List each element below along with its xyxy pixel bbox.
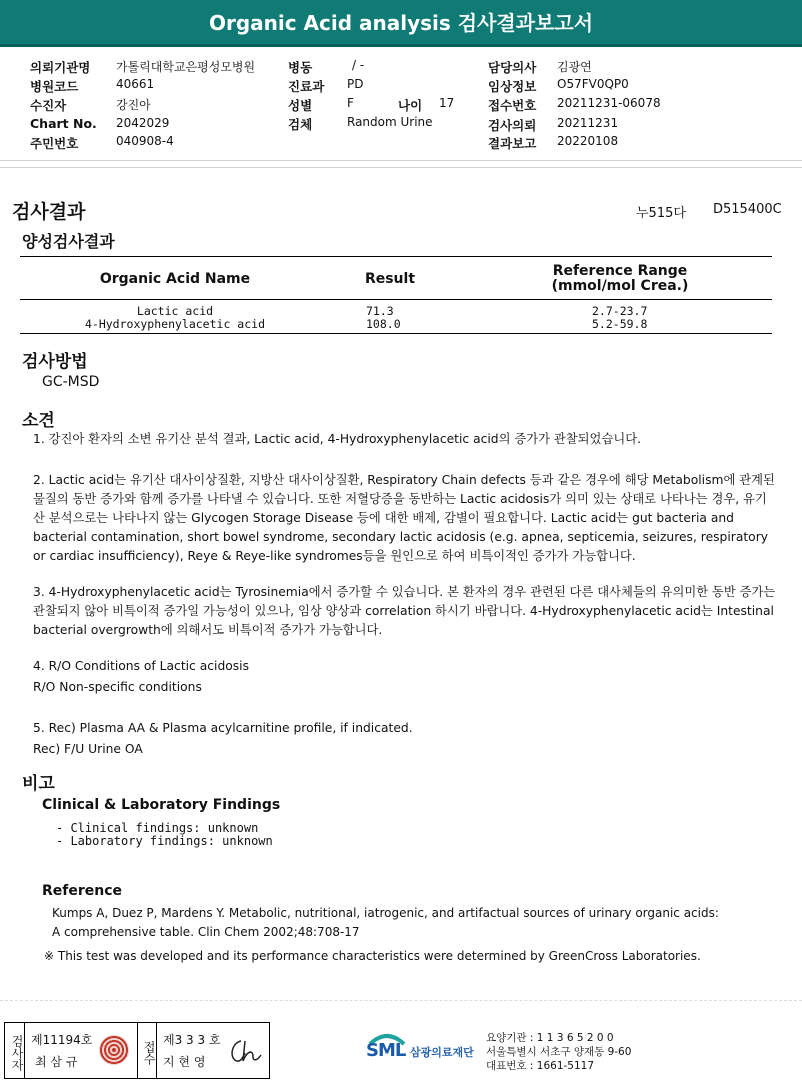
table-top-border	[20, 256, 772, 257]
address: 서울특별시 서초구 양재동 9-60	[486, 1046, 632, 1058]
signature-box	[4, 1022, 270, 1079]
finding-paragraph: Rec) F/U Urine OA	[33, 742, 143, 756]
info-label: 진료과	[288, 79, 325, 94]
table-header-border	[20, 299, 772, 300]
info-value: O57FV0QP0	[557, 77, 629, 91]
info-value: 2042029	[116, 116, 170, 130]
cell-name: 4-Hydroxyphenylacetic acid	[84, 317, 265, 331]
info-value: 40661	[116, 77, 155, 91]
info-value: Random Urine	[347, 115, 433, 129]
info-value: 강진아	[116, 98, 151, 112]
info-value: 김광연	[557, 60, 592, 74]
divider	[0, 1000, 802, 1001]
info-label: 결과보고	[488, 136, 537, 151]
finding-paragraph: R/O Non-specific conditions	[33, 680, 202, 694]
report-code-2: D515400C	[713, 202, 782, 217]
divider	[0, 160, 802, 161]
remarks-heading: 비고	[22, 774, 55, 794]
phone-number: 대표번호 : 1661-5117	[486, 1060, 595, 1072]
clinical-heading: Clinical & Laboratory Findings	[42, 797, 281, 813]
finding-paragraph: 3. 4-Hydroxyphenylacetic acid는 Tyrosinemia에서 증가할 수 있습니다. 본 환자의 경우 관련된 다른 대사체들의 유의미한 동반 증가는 관찰되지 않아 비특이적 증가일 가능성이 있으나, 임상 양상과 correlation 하시기 바랍니다. 4-Hydroxyphenylacetic acid는 Intestinal bacterial overgrowth에 의해서도 비특이적 증가가 가능합니다.	[33, 585, 776, 637]
info-label: 성별	[288, 98, 313, 113]
receiver-license: 제3 3 3 호	[163, 1033, 221, 1047]
divider	[0, 167, 802, 168]
info-value: 20211231-06078	[557, 96, 661, 110]
finding-paragraph: 4. R/O Conditions of Lactic acidosis	[33, 659, 250, 673]
inspector-license: 제11194호	[31, 1033, 93, 1047]
positive-results-heading: 양성검사결과	[22, 232, 115, 251]
info-label: Chart No.	[30, 116, 97, 131]
info-label: 검체	[288, 117, 313, 132]
method-value: GC-MSD	[42, 374, 100, 390]
info-label: 수진자	[30, 98, 67, 113]
col-header-ref-line2: (mmol/mol Crea.)	[551, 278, 689, 294]
info-label: 나이	[398, 98, 423, 113]
info-value: 20211231	[557, 116, 619, 130]
finding-paragraph: 1. 강진아 환자의 소변 유기산 분석 결과, Lactic acid, 4-Hydroxyphenylacetic acid의 증가가 관찰되었습니다.	[33, 432, 641, 446]
info-value: 가톨릭대학교은평성모병원	[116, 60, 256, 74]
finding-paragraph: 5. Rec) Plasma AA & Plasma acylcarnitine profile, if indicated.	[33, 721, 413, 735]
col-header-ref	[520, 264, 720, 294]
report-code-1: 누515다	[636, 206, 686, 221]
method-heading: 검사방법	[22, 352, 88, 372]
findings-heading: 소견	[22, 411, 55, 431]
results-heading: 검사결과	[12, 201, 86, 223]
cell-result: 71.3	[366, 304, 394, 318]
reference-line: A comprehensive table. Clin Chem 2002;48:708-17	[52, 925, 360, 939]
info-value: / -	[352, 58, 365, 72]
col-header-result: Result	[364, 271, 416, 287]
info-label: 검사의뢰	[488, 118, 537, 133]
report-title: Organic Acid analysis 검사결과보고서	[0, 0, 802, 47]
col-header-ref-line1: Reference Range	[552, 263, 688, 279]
cell-name: Lactic acid	[136, 304, 214, 318]
reference-line: Kumps A, Duez P, Mardens Y. Metabolic, nutritional, iatrogenic, and artifactual sources of urinary organic acids:	[52, 906, 719, 920]
receiver-label: 접수	[137, 1023, 157, 1078]
info-label: 병원코드	[30, 79, 79, 94]
info-label: 주민번호	[30, 136, 79, 151]
receiver-name: 지 현 영	[163, 1055, 206, 1069]
logo-name: 삼광의료재단	[410, 1046, 474, 1059]
cell-result: 108.0	[366, 317, 401, 331]
cell-ref: 2.7-23.7	[592, 304, 648, 318]
info-value: PD	[347, 77, 364, 91]
info-label: 임상정보	[488, 79, 537, 94]
info-label: 의뢰기관명	[30, 60, 91, 75]
info-value: 17	[439, 96, 455, 110]
inspector-name: 최 삼 규	[35, 1055, 78, 1069]
signature-icon	[227, 1037, 263, 1065]
clinical-line: - Laboratory findings: unknown	[56, 834, 273, 848]
reference-heading: Reference	[42, 883, 123, 899]
seal-stamp-icon	[99, 1035, 129, 1065]
info-label: 병동	[288, 60, 313, 75]
inspector-label: 검사자	[5, 1023, 25, 1078]
disclaimer-note: ※ This test was developed and its performance characteristics were determined by GreenCross Laboratories.	[44, 949, 701, 963]
institution-code: 요양기관 : 1 1 3 6 5 2 0 0	[486, 1032, 614, 1044]
col-header-name: Organic Acid Name	[99, 271, 251, 287]
cell-ref: 5.2-59.8	[592, 317, 648, 331]
table-bottom-border	[20, 333, 772, 334]
info-value: 040908-4	[116, 134, 174, 148]
info-value: F	[347, 96, 354, 110]
finding-paragraph: 2. Lactic acid는 유기산 대사이상질환, 지방산 대사이상질환, Respiratory Chain defects 등과 같은 경우에 해당 Metabolism에 관계된 물질의 동반 증가와 함께 증가를 나타낼 수 있습니다. 또한 저혈당증을 동반하는 Lactic acidosis가 의미 있는 상태로 나타나는 경우, 유기산 분석으로는 나타나지 않는 Glycogen Storage Disease 등에 대한 배제, 감별이 필요합니다. Lactic acid는 gut bacteria and bacterial contamination, short bowel syndrome, secondary lactic acidosis (e.g. apnea, septicemia, seizures, respiratory or cardiac insufficiency), Reye & Reye-like syndromes등을 원인으로 하여 비특이적인 증가가 가능합니다.	[33, 473, 775, 563]
logo-text: SML	[366, 1040, 406, 1061]
clinical-line: - Clinical findings: unknown	[56, 821, 259, 835]
info-label: 담당의사	[488, 60, 537, 75]
info-label: 접수번호	[488, 98, 537, 113]
info-value: 20220108	[557, 134, 619, 148]
